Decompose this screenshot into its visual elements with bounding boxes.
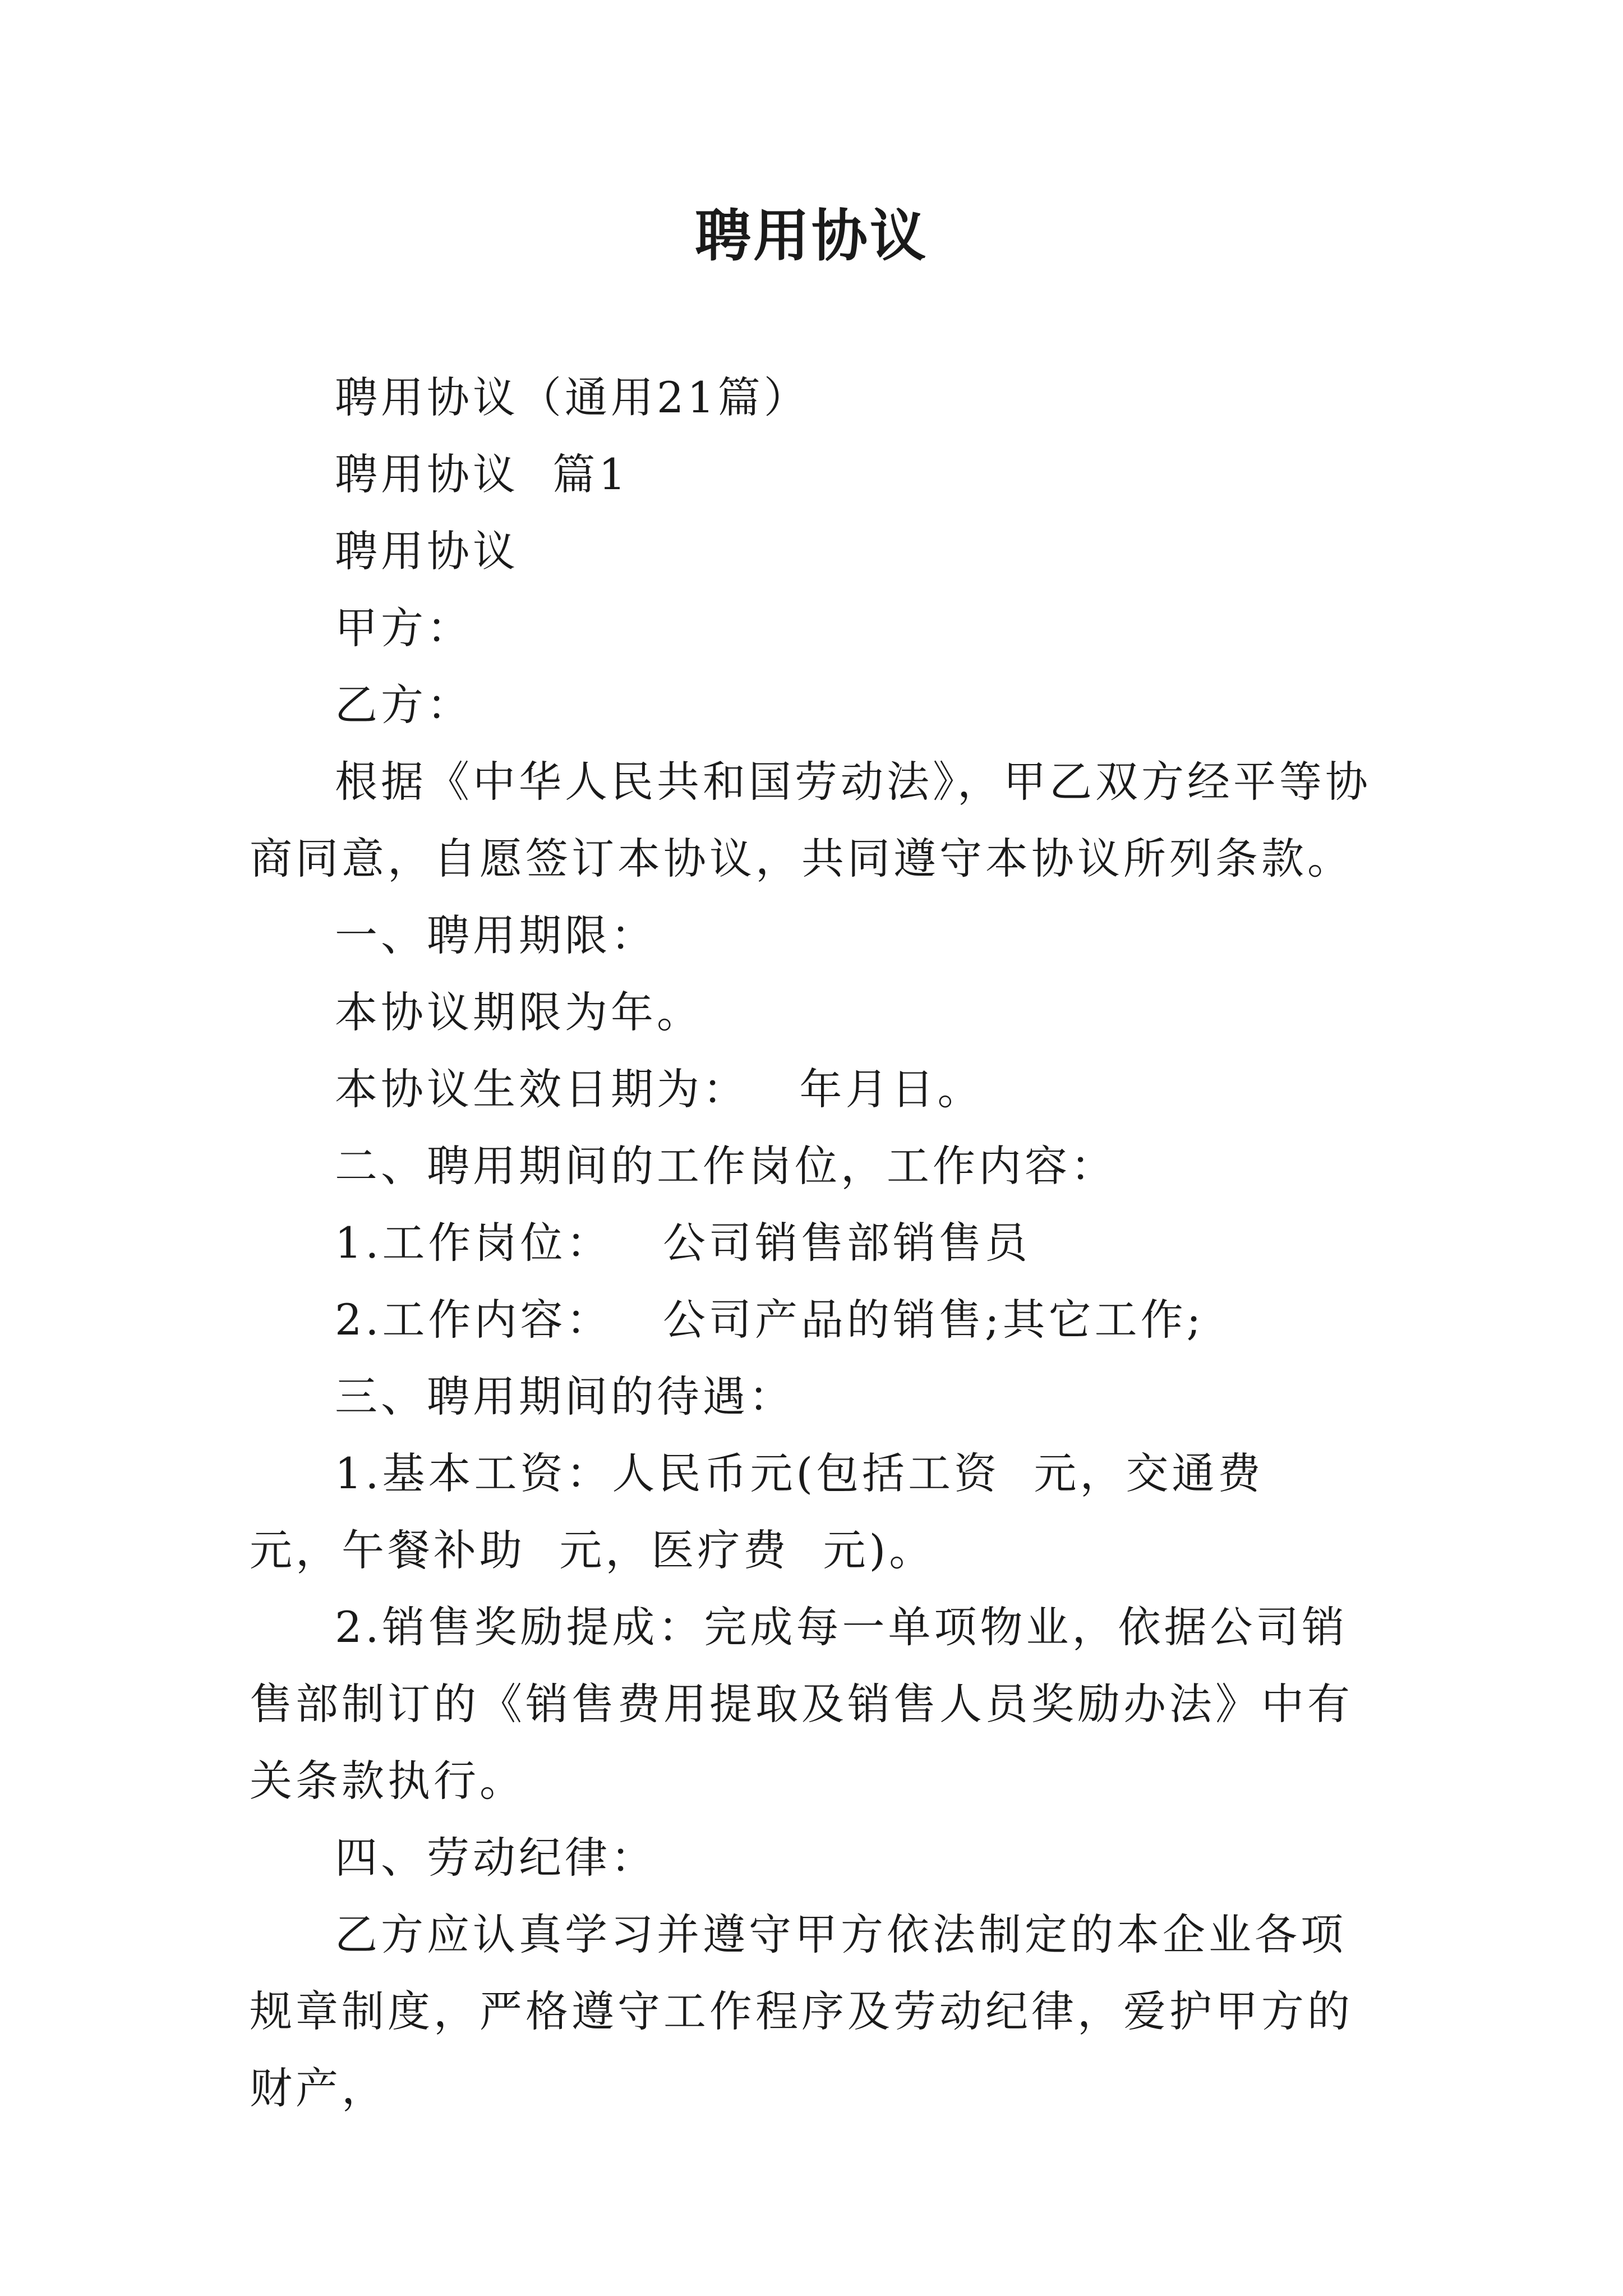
paragraph-discipline-rules: 乙方应认真学习并遵守甲方依法制定的本企业各项规章制度，严格遵守工作程序及劳动纪律，爱护甲方的财产， <box>250 1910 1353 2113</box>
paragraph-preamble: 根据《中华人民共和国劳动法》，甲乙双方经平等协商同意，自愿签订本协议，共同遵守本协议所列条款。 <box>250 757 1371 884</box>
paragraph-job-position: 1.工作岗位： 公司销售部销售员 <box>335 1218 1031 1268</box>
section-heading-term: 一、聘用期限： <box>335 910 657 960</box>
paragraph-sales-commission: 2.销售奖励提成：完成每一单项物业，依据公司销售部制订的《销售费用提取及销售人员奖励办法》中有关条款执行。 <box>250 1602 1353 1806</box>
paragraph-part-heading: 聘用协议 篇1 <box>335 449 629 499</box>
paragraph-job-content: 2.工作内容： 公司产品的销售;其它工作; <box>335 1295 1205 1345</box>
section-heading-benefits: 三、聘用期间的待遇： <box>335 1372 795 1421</box>
section-heading-discipline: 四、劳动纪律： <box>335 1833 657 1883</box>
paragraph-subtitle: 聘用协议（通用21篇） <box>335 372 810 422</box>
paragraph-party-a: 甲方： <box>335 603 473 653</box>
paragraph-base-salary: 1.基本工资：人民币元(包括工资 元，交通费 元，午餐补助 元，医疗费 元)。 <box>250 1448 1298 1575</box>
paragraph-effective-date: 本协议生效日期为： 年月日。 <box>335 1064 984 1114</box>
paragraph-term-length: 本协议期限为年。 <box>335 987 703 1037</box>
document-title: 聘用协议 <box>695 203 928 269</box>
section-heading-position: 二、聘用期间的工作岗位，工作内容： <box>335 1141 1117 1191</box>
paragraph-party-b: 乙方： <box>335 680 473 730</box>
paragraph-agreement-name: 聘用协议 <box>335 526 519 576</box>
document-body <box>250 359 1382 2127</box>
